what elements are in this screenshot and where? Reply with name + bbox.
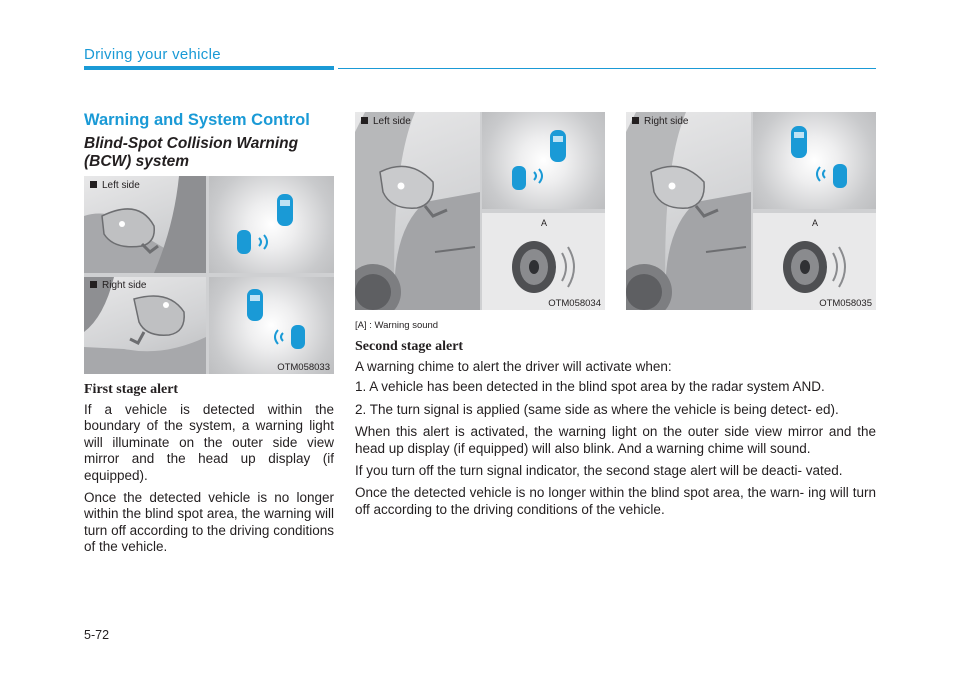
radar-scene-right-fig: [753, 112, 876, 209]
first-stage-title: First stage alert: [84, 382, 179, 397]
second-stage-para2: If you turn off the turn signal indicator, the second stage alert will be deacti- vated.: [355, 463, 843, 479]
running-header: Driving your vehicle: [84, 46, 221, 63]
figure-left-panel: [84, 176, 334, 374]
figure-middle-code: OTM058034: [548, 298, 601, 309]
second-stage-title: Second stage alert: [355, 339, 464, 354]
header-rule-thick: [84, 66, 334, 70]
second-stage-intro: A warning chime to alert the driver will activate when:: [355, 359, 672, 374]
section-heading: Warning and System Control: [84, 111, 310, 129]
figure-left-label-left: Left side: [90, 180, 140, 191]
page-number: 5-72: [84, 628, 110, 642]
car-side-illustration-left: [355, 112, 480, 310]
second-stage-item-1: 1. A vehicle has been detected in the blind spot area by the radar system AND.: [355, 379, 825, 395]
first-stage-body: [84, 402, 334, 562]
warning-sound-marker-right: A: [812, 218, 819, 228]
figure-caption: [A] : Warning sound: [355, 320, 439, 331]
figure-left-label-right: Right side: [90, 280, 146, 291]
subsection-heading: Blind-Spot Collision Warning (BCW) system: [84, 135, 299, 170]
second-stage-para1: When this alert is activated, the warning light on the outer side view mirror and the head up display (if equipped) will also blink. And a warning chime will sound.: [355, 424, 876, 456]
first-stage-para2: Once the detected vehicle is no longer within the blind spot area, the warning will turn off according to the driving conditions of the vehicle.: [84, 490, 334, 555]
figure-right-label: Right side: [632, 116, 688, 127]
mirror-illustration-right: [84, 277, 206, 374]
figure-right-code: OTM058035: [819, 298, 872, 309]
warning-sound-marker-middle: A: [541, 218, 548, 228]
radar-scene-middle: [482, 112, 605, 209]
header-rule-thin: [338, 68, 876, 70]
figure-middle-label: Left side: [361, 116, 411, 127]
radar-scene-left: [209, 176, 334, 273]
figure-right-panel: [626, 112, 876, 310]
second-stage-item-2: 2. The turn signal is applied (same side as where the vehicle is being detect- ed).: [355, 401, 839, 417]
first-stage-para1: If a vehicle is detected within the boundary of the system, a warning light will illuminate on the outer side view mirror and the head up display (if equipped).: [84, 402, 334, 483]
radar-scene-right: [209, 277, 334, 374]
second-stage-body: [355, 359, 876, 524]
figure-left-code: OTM058033: [277, 362, 330, 373]
figure-middle-panel: [355, 112, 605, 310]
car-side-illustration-right: [626, 112, 751, 310]
second-stage-para3: Once the detected vehicle is no longer within the blind spot area, the warn- ing will turn off according to the driving conditions of the vehicle.: [355, 485, 876, 517]
